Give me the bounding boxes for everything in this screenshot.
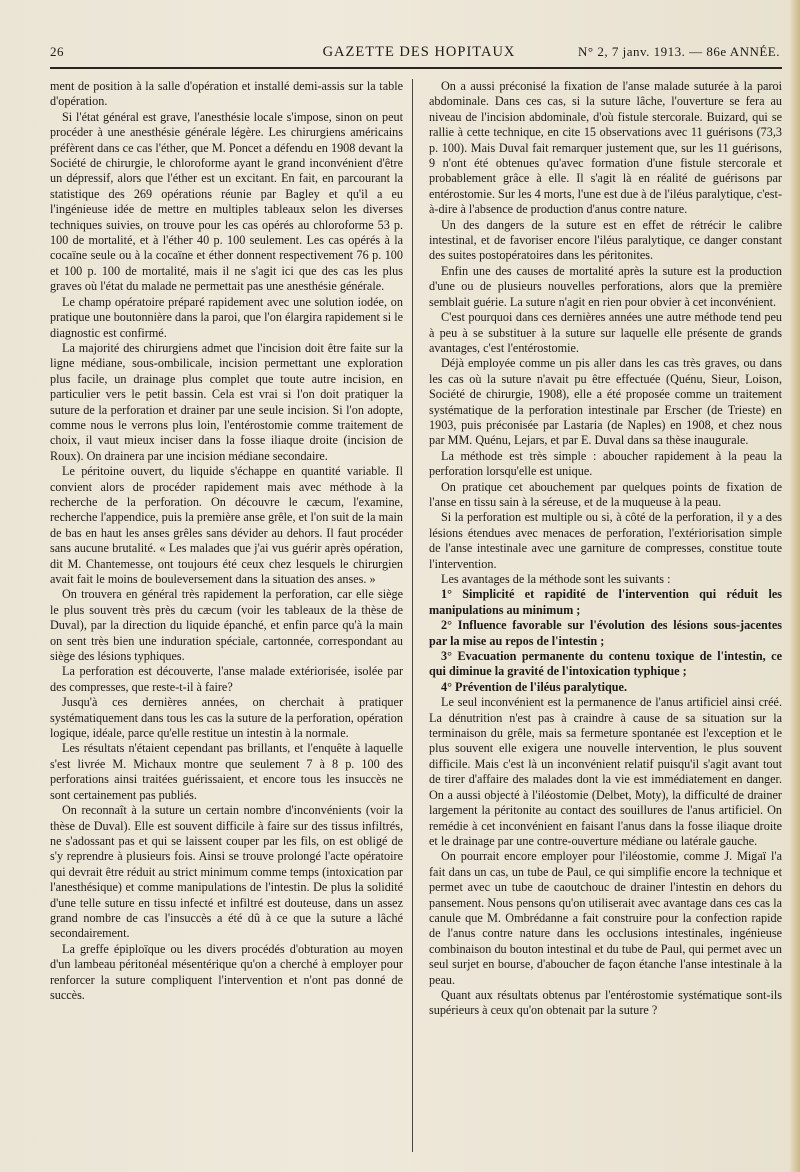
paragraph: Quant aux résultats obtenus par l'entérostomie systématique sont-ils supérieurs à ceux qu'on obtenait par la suture ?	[429, 987, 782, 1018]
paragraph: La majorité des chirurgiens admet que l'incision doit être faite sur la ligne médiane, sous-ombilicale, incision permettant une exploration plus facile, un drainage plus complet que toute autre incision, en particulier vers le petit bassin. Cela est vrai si l'on doit pratiquer la suture de la perforation et drainer par une seule incision. Si l'on adopte, comme nous le verrons plus loin, l'entérostomie comme traitement de choix, il vaut mieux inciser dans la fosse iliaque droite (incision de Roux). On drainera par une incision médiane secondaire.	[50, 340, 403, 463]
paragraph: Les résultats n'étaient cependant pas brillants, et l'enquête à laquelle s'est livrée M. Michaux montre que seulement 7 à 8 p. 100 des perforations ainsi traitées guérissaient, et encore tous les insuccès ne sont certainement pas publiés.	[50, 741, 403, 802]
page-number: 26	[50, 44, 64, 59]
paragraph: Déjà employée comme un pis aller dans les cas très graves, ou dans les cas où la suture n'avait pu être effectuée (Quénu, Sieur, Loison, Société de chirurgie, 1908), elle a été proposée comme un traitement systématique de la perforation intestinale par Erscher (de Trieste) en 1903, puis préconisée par Lastaria (de Naples) en 1908, et chez nous par MM. Quénu, Lejars, et par E. Duval dans sa thèse inaugurale.	[429, 356, 782, 448]
advantage-item: 2° Influence favorable sur l'évolution des lésions sous-jacentes par la mise au repos de l'intestin ;	[429, 618, 782, 648]
page-edge	[790, 0, 800, 1172]
paragraph: La greffe épiploïque ou les divers procédés d'obturation au moyen d'un lambeau péritonéal mésentérique qu'on a cherché à employer pour renforcer la suture compliquent l'intervention et n'ont pas donné de succès.	[50, 941, 403, 1002]
paragraph: Les avantages de la méthode sont les suivants :	[441, 572, 671, 586]
paragraph: Enfin une des causes de mortalité après la suture est la production d'une ou de plusieurs nouvelles perforations, alors que la première semblait guérie. La suture n'agit en rien pour obvier à cet inconvénient.	[429, 263, 782, 309]
paragraph: Si l'état général est grave, l'anesthésie locale s'impose, sinon on peut procéder à une anesthésie générale légère. Les chirurgiens américains préfèrent dans ce cas l'éther, que M. Poncet a défendu en 1908 devant la Société de chirurgie, le chloroforme ayant le grand inconvénient d'être un dépressif, alors que l'éther est un excitant. En fait, en parcourant la statistique des 269 opérations réunie par Bagley et qu'il a eu l'ingénieuse idée de mettre en multiples tableaux selon les diverses techniques suivies, on trouve pour les cas opérés au chloroforme 53 p. 100 de mortalité, et à l'éther 40 p. 100 seulement. Les cas opérés à la cocaïne seule ou à la cocaïne et éther donnent respectivement 76 p. 100 et 100 p. 100 de mortalité, mais il ne s'agit ici que des cas les plus graves où l'état du malade ne permettait pas une anesthésie générale.	[50, 109, 403, 294]
journal-title: GAZETTE DES HOPITAUX	[322, 44, 516, 60]
left-column	[50, 79, 413, 1152]
paragraph: Si la perforation est multiple ou si, à côté de la perforation, il y a des lésions étendues avec menaces de perforation, l'extériorisation simple de l'anse intestinale avec une garniture de compresses, constitue toute l'intervention.	[429, 510, 782, 571]
header-rule	[50, 67, 782, 69]
paragraph: La perforation est découverte, l'anse malade extériorisée, isolée par des compresses, que reste-t-il à faire?	[50, 664, 403, 694]
advantage-item: 1° Simplicité et rapidité de l'intervention qui réduit les manipulations au minimum ;	[429, 587, 782, 617]
paragraph: On trouvera en général très rapidement la perforation, car elle siège le plus souvent très près du cæcum (voir les tableaux de la thèse de Duval), par la direction du liquide épanché, et enfin parce qu'à la main on sent très bien une induration spéciale, cartonnée, correspondant au siège des lésions typhiques.	[50, 587, 403, 664]
paragraph: On a aussi préconisé la fixation de l'anse malade suturée à la paroi abdominale. Dans ces cas, si la suture lâche, l'ouverture se fera au niveau de l'incision abdominale, d'où fistule stercorale. Buizard, qui se rallie à cette technique, en cite 15 observations avec 11 guérisons (73,3 p. 100). Mais Duval fait remarquer justement que, sur les 11 guérisons, 9 n'ont été obtenues qu'avec formation d'une fistule stercorale et probablement grâce à elle. Il s'agit là en réalité de guérisons par entérostomie. Sur les 4 morts, l'une est due à de l'iléus paralytique, c'est-à-dire à l'absence de production d'anus contre nature.	[429, 79, 782, 217]
paragraph: La méthode est très simple : aboucher rapidement à la peau la perforation lorsqu'elle est unique.	[429, 448, 782, 479]
paragraph: Le péritoine ouvert, du liquide s'échappe en quantité variable. Il convient alors de procéder rapidement mais avec méthode à la recherche de la perforation. On découvre le cæcum, l'examine, recherche l'appendice, puis la première anse grêle, et l'on suit de la main de bas en haut les anses grêles sans dévider au dehors. Il faut procéder sans aucune brutalité. « Les malades que j'ai vus guérir après opération, dit M. Chantemesse, ont toujours été ceux chez lesquels le chirurgien avait fait le moins de bouleversement dans la situation des anses. »	[50, 464, 403, 586]
paragraph: On pourrait encore employer pour l'iléostomie, comme J. Migaï l'a fait dans un cas, un tube de Paul, ce qui simplifie encore la technique et permet avec un tube de caoutchouc de drainer l'intestin en dehors du pansement. Nous pensons qu'on utiliserait avec avantage dans ces cas la canule que M. Ombrédanne a fait construire pour la confection rapide de l'anus contre nature dans les occlusions intestinales, ingénieuse combinaison du bouton intestinal et du tube de Paul, qui permet avec un seul surjet en bourse, d'aboucher de façon étanche l'anse intestinale à la peau.	[429, 849, 782, 987]
paragraph: Le champ opératoire préparé rapidement avec une solution iodée, on pratique une boutonnière dans la paroi, que l'on élargira rapidement si le diagnostic est confirmé.	[50, 294, 403, 340]
paragraph: Le seul inconvénient est la permanence de l'anus artificiel ainsi créé. La dénutrition n'est pas à craindre à cause de sa situation sur la terminaison du grêle, mais sa fermeture spontanée est l'exception et le plus souvent elle exigera une nouvelle intervention, le plus souvent difficile. Mais c'est là un inconvénient relatif puisqu'il s'agit avant tout de tirer d'affaire des malades dont la vie est immédiatement en danger. On a aussi objecté à l'iléostomie (Delbet, Moty), la difficulté de drainer largement la péritonite au contact des souillures de l'anus artificiel. On remédie à cet inconvénient en faisant l'anus dans la fosse iliaque droite et le drainage par une contre-ouverture médiane ou latérale gauche.	[429, 695, 782, 848]
right-column	[427, 79, 782, 1152]
paragraph: ment de position à la salle d'opération et installé demi-assis sur la table d'opération.	[50, 79, 403, 109]
paragraph: Un des dangers de la suture est en effet de rétrécir le calibre intestinal, et de favoriser encore l'iléus paralytique, ce danger constant des suites postopératoires dans les péritonites.	[429, 217, 782, 263]
paragraph: Jusqu'à ces dernières années, on cherchait à pratiquer systématiquement dans tous les cas la suture de la perforation, opération logique, idéale, parce qu'elle restitue un intestin à la normale.	[50, 695, 403, 741]
paragraph: On pratique cet abouchement par quelques points de fixation de l'anse en tissu sain à la séreuse, et de la muqueuse à la peau.	[429, 479, 782, 509]
page-header	[50, 44, 788, 66]
text-columns	[50, 79, 782, 1152]
paragraph: On reconnaît à la suture un certain nombre d'inconvénients (voir la thèse de Duval). Elle est souvent difficile à faire sur des tissus infiltrés, ne s'adossant pas et qui se laissent couper par les fils, on est obligé de s'y reprendre à plusieurs fois. Ainsi se trouve prolongé l'acte opératoire qui devrait être réduit au strict minimum comme temps (intoxication par l'anesthésique) et comme manipulations de l'intestin. De plus la solidité d'une telle suture en tissu infecté et infiltré est douteuse, dans un assez grand nombre de cas l'insuccès a été dû à ce que la suture a lâché secondairement.	[50, 803, 403, 941]
paragraph: C'est pourquoi dans ces dernières années une autre méthode tend peu à peu à se substituer à la suture sur laquelle elle présente de grands avantages, c'est l'entérostomie.	[429, 310, 782, 355]
advantage-item: 4° Prévention de l'iléus paralytique.	[441, 679, 627, 694]
advantage-item: 3° Evacuation permanente du contenu toxique de l'intestin, ce qui diminue la gravité de l'intoxication typhique ;	[429, 649, 782, 679]
issue-info: N° 2, 7 janv. 1913. — 86e ANNÉE.	[578, 44, 780, 59]
